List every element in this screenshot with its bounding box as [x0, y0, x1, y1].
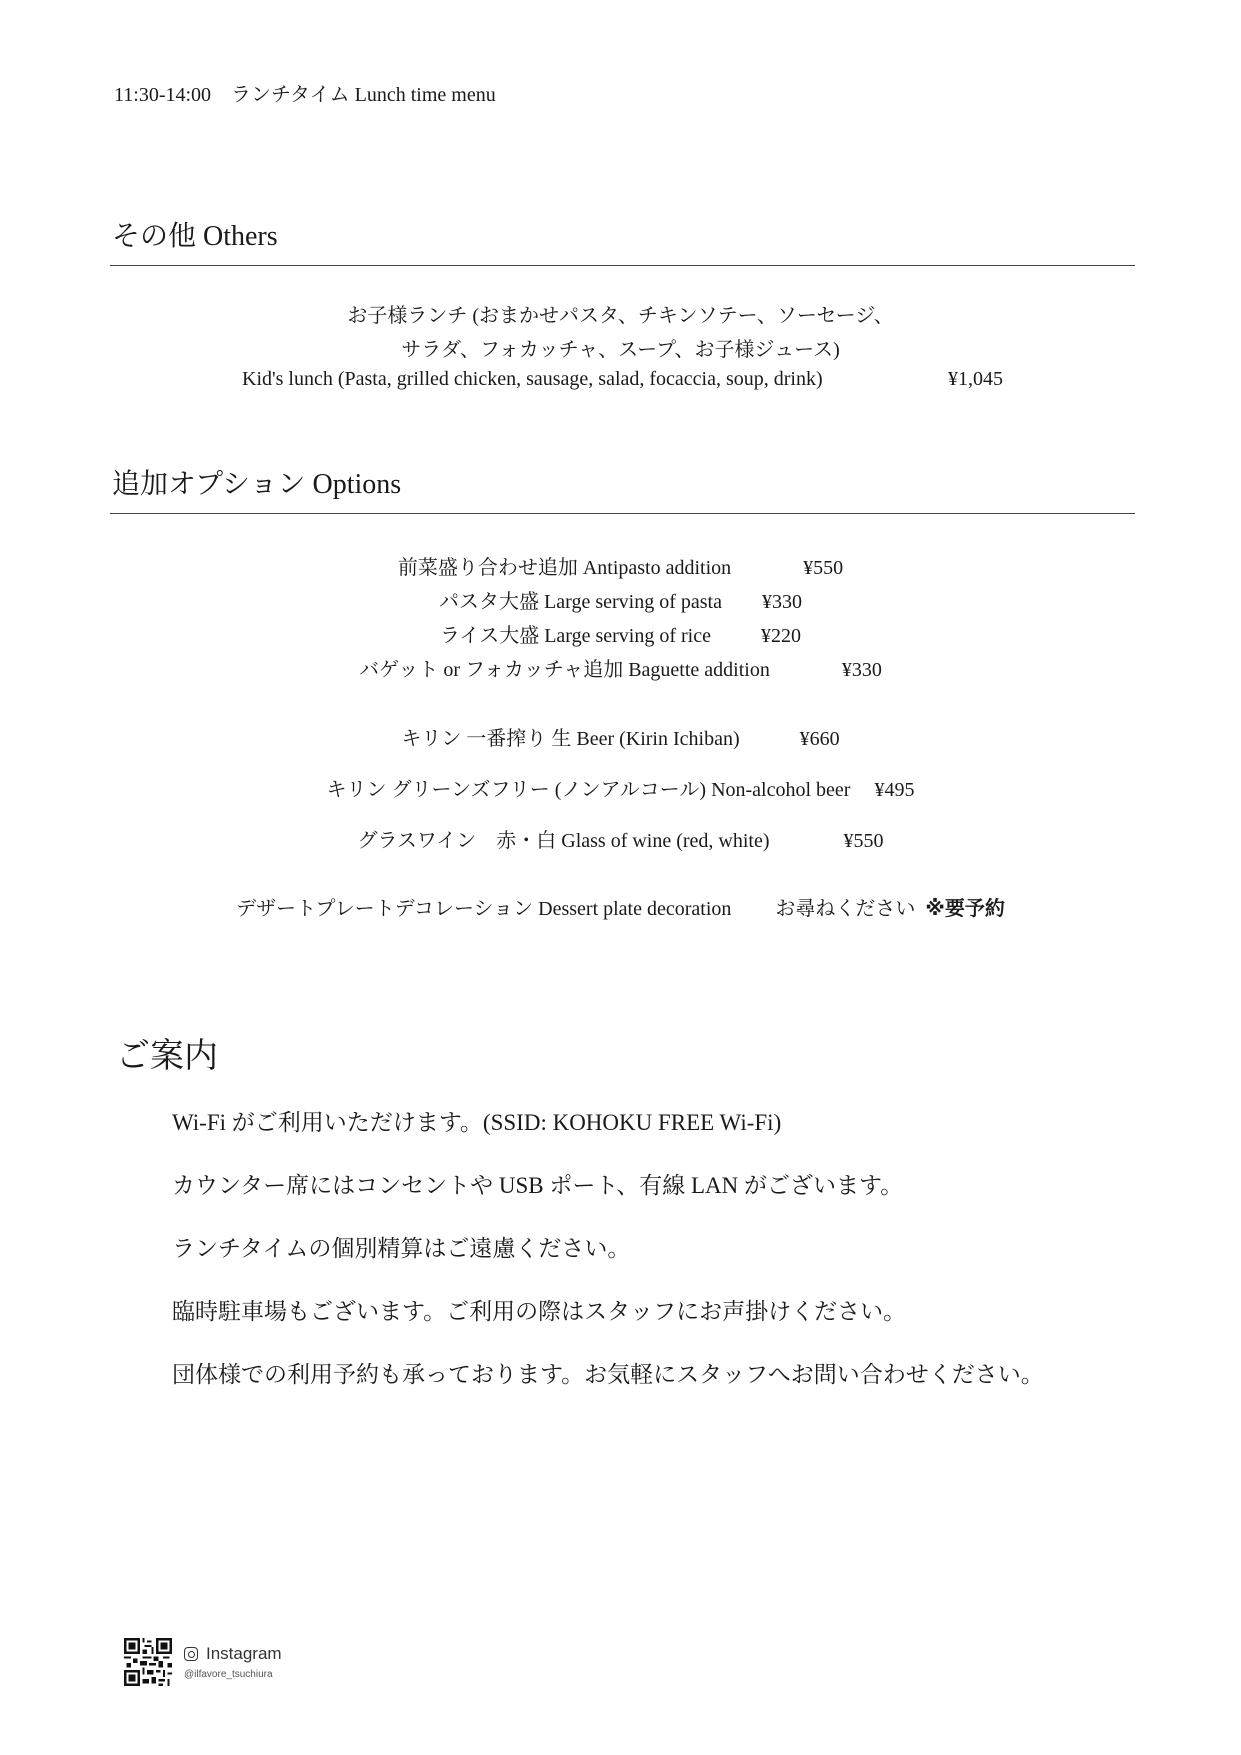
info-item: カウンター席にはコンセントや USB ポート、有線 LAN がございます。 — [172, 1173, 904, 1198]
option-price: ¥330 — [761, 591, 802, 613]
option-item — [0, 585, 1241, 614]
info-item: 団体様での利用予約も承っております。お気軽にスタッフへお問い合わせください。 — [172, 1362, 1044, 1387]
info-item: ランチタイムの個別精算はご遠慮ください。 — [172, 1236, 631, 1261]
instagram-icon — [184, 1647, 198, 1661]
divider — [110, 513, 1135, 514]
drink-price: ¥660 — [799, 728, 840, 750]
drink-price: ¥550 — [843, 830, 884, 852]
option-item — [0, 551, 1241, 580]
divider — [110, 265, 1135, 266]
option-price: ¥220 — [760, 625, 801, 647]
qr-code-icon — [124, 1638, 172, 1686]
option-price: ¥330 — [841, 659, 882, 681]
dessert-price: お尋ねください — [775, 898, 916, 920]
drink-name: キリン グリーンズフリー (ノンアルコール) Non-alcohol beer — [326, 779, 851, 801]
section-title-options: 追加オプション Options — [112, 469, 402, 500]
info-item: Wi-Fi がご利用いただけます。(SSID: KOHOKU FREE Wi-Fi) — [172, 1110, 782, 1135]
option-name: バゲット or フォカッチャ追加 Baguette addition — [359, 659, 770, 681]
drink-item — [0, 722, 1241, 751]
drink-name: キリン 一番搾り 生 Beer (Kirin Ichiban) — [401, 728, 740, 750]
option-name: 前菜盛り合わせ追加 Antipasto addition — [397, 557, 732, 579]
menu-header: 11:30-14:00 ランチタイム Lunch time menu — [114, 84, 496, 106]
drink-item — [0, 773, 1241, 802]
kids-lunch-line1: お子様ランチ (おまかせパスタ、チキンソテー、ソーセージ、 — [347, 305, 894, 327]
option-price: ¥550 — [803, 557, 844, 579]
info-item: 臨時駐車場もございます。ご利用の際はスタッフにお声掛けください。 — [172, 1299, 907, 1324]
option-name: パスタ大盛 Large serving of pasta — [439, 591, 722, 613]
instagram-label: Instagram — [206, 1644, 282, 1663]
drink-item — [0, 824, 1241, 853]
reservation-required-note: ※要予約 — [925, 896, 1005, 920]
drink-price: ¥495 — [874, 779, 915, 801]
dessert-name: デザートプレートデコレーション Dessert plate decoration — [236, 898, 732, 920]
kids-lunch-line2: サラダ、フォカッチャ、スープ、お子様ジュース) — [401, 339, 840, 361]
section-title-others: その他 Others — [112, 221, 278, 252]
kids-lunch-price: ¥1,045 — [948, 368, 1003, 390]
drink-name: グラスワイン 赤・白 Glass of wine (red, white) — [357, 830, 770, 852]
section-title-info: ご案内 — [116, 1038, 218, 1075]
dessert-item — [0, 892, 1241, 921]
kids-lunch-english: Kid's lunch (Pasta, grilled chicken, sausage, salad, focaccia, soup, drink) — [242, 368, 823, 390]
option-item — [0, 619, 1241, 648]
option-item — [0, 653, 1241, 682]
option-name: ライス大盛 Large serving of rice — [440, 625, 711, 647]
instagram-handle: @ilfavore_tsuchiura — [184, 1669, 273, 1680]
